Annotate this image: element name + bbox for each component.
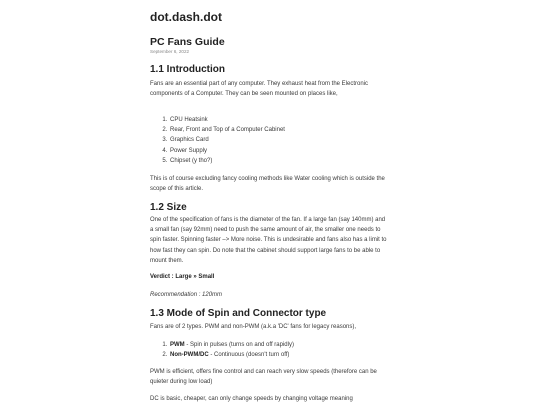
spin-paragraph-3: DC is basic, cheaper, can only change speeds by changing voltage meaning [150, 396, 353, 402]
site-title-link[interactable]: dot.dash.dot [150, 10, 222, 24]
intro-paragraph-1: Fans are an essential part of any computer. They exhaust heat from the Electronic components of a Computer. They can be seen mounted on places like, [150, 81, 369, 98]
list-item: 2. Non-PWM/DC - Continuous (doesn't turn off) [169, 350, 390, 360]
list-item: 5. Chipset (y tho?) [169, 156, 390, 166]
spin-list [150, 340, 390, 360]
list-item: 4. Power Supply [169, 146, 390, 156]
post-title: PC Fans Guide [150, 36, 225, 48]
post-date: September 6, 2022 [150, 49, 190, 54]
intro-list [150, 115, 390, 166]
verdict-text: Verdict : Large » Small [150, 274, 215, 280]
recommendation-text: Recommendation : 120mm [150, 292, 223, 298]
intro-paragraph-2: This is of course excluding fancy cooling methods like Water cooling which is outside the scope of this article. [150, 176, 385, 193]
list-item: 1. PWM - Spin in pulses (turns on and off rapidly) [169, 340, 390, 350]
heading-introduction: 1.1 Introduction [150, 64, 225, 75]
list-item: 1. CPU Heatsink [169, 115, 390, 125]
spin-paragraph-2: PWM is efficient, offers fine control and can reach very slow speeds (therefore can be quieter during low load) [150, 369, 377, 386]
heading-size: 1.2 Size [150, 202, 187, 213]
list-item: 3. Graphics Card [169, 135, 390, 145]
spin-paragraph-1: Fans are of 2 types. PWM and non-PWM (a.k.a 'DC' fans for legacy reasons), [150, 324, 357, 330]
heading-spin-connector: 1.3 Mode of Spin and Connector type [150, 308, 327, 319]
list-item: 2. Rear, Front and Top of a Computer Cabinet [169, 125, 390, 135]
size-paragraph: One of the specification of fans is the diameter of the fan. If a large fan (say 140mm) and a small fan (say 92mm) need to push the same amount of air, the smaller one needs to spin faster. Spinning faster –> More noise. This is undesirable and fans also has a limit to how fast they can spin. Do note that the cabinet should support large fans to be able to mount them. [150, 217, 387, 264]
